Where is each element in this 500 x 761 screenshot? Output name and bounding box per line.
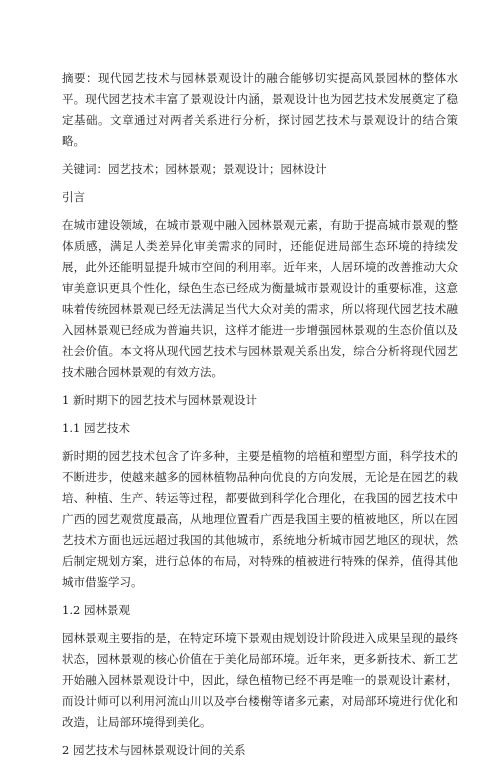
intro-heading: 引言 <box>62 190 85 204</box>
intro-paragraph: 在城市建设领域，在城市景观中融入园林景观元素，有助于提高城市景观的整体质感，满足人类差异化审美需求的同时，还能促进局部生态环境的持续发展，此外还能明显提升城市空间的利用率。近年来，人居环境的改善推动大众审美意识更具个性化，绿色生态已经成为衡量城市景观设计的重要标准，这意味着传统园林景观已经无法满足当代大众对美的需求，所以将现代园艺技术融入园林景观已经成为普遍共识，这样才能进一步增强园林景观的生态价值以及社会价值。本文将从现代园艺技术与园林景观关系出发，综合分析将现代园艺技术融合园林景观的有效方法。 <box>62 218 458 379</box>
section-2-heading: 2 园艺技术与园林景观设计间的关系 <box>62 743 246 757</box>
section-1-1-paragraph: 新时期的园艺技术包含了许多种，主要是植物的培植和塑型方面，科学技术的不断进步，使越来越多的园林植物品种向优良的方向发展，无论是在园艺的栽培、种植、生产、转运等过程，都要做到科学化合理化，在我国的园艺技术中广西的园艺观赏度最高，从地理位置看广西是我国主要的植被地区，所以在园艺技术方面也远远超过我国的其他城市，系统地分析城市园艺地区的现状，然后制定规划方案，进行总体的布局，对特殊的植被进行特殊的保养，值得其他城市借鉴学习。 <box>62 449 458 589</box>
keywords: 关键词：园艺技术；园林景观；景观设计；园林设计 <box>62 162 327 176</box>
section-1-2-heading: 1.2 园林景观 <box>62 603 130 617</box>
section-1-1-heading: 1.1 园艺技术 <box>62 421 130 435</box>
abstract: 摘要：现代园艺技术与园林景观设计的融合能够切实提高风景园林的整体水平。现代园艺技术丰富了景观设计内涵，景观设计也为园艺技术发展奠定了稳定基础。文章通过对两者关系进行分析，探讨园艺技术与景观设计的结合策略。 <box>62 71 458 148</box>
section-1-2-paragraph: 园林景观主要指的是，在特定环境下景观由规划设计阶段进入成果呈现的最终状态，园林景观的核心价值在于美化局部环境。近年来，更多新技术、新工艺开始融入园林景观设计中，因此，绿色植物已经不再是唯一的景观设计素材，而设计师可以利用河流山川以及亭台楼榭等诸多元素，对局部环境进行优化和改造，让局部环境得到美化。 <box>62 631 458 729</box>
section-1-heading: 1 新时期下的园艺技术与园林景观设计 <box>62 393 257 407</box>
